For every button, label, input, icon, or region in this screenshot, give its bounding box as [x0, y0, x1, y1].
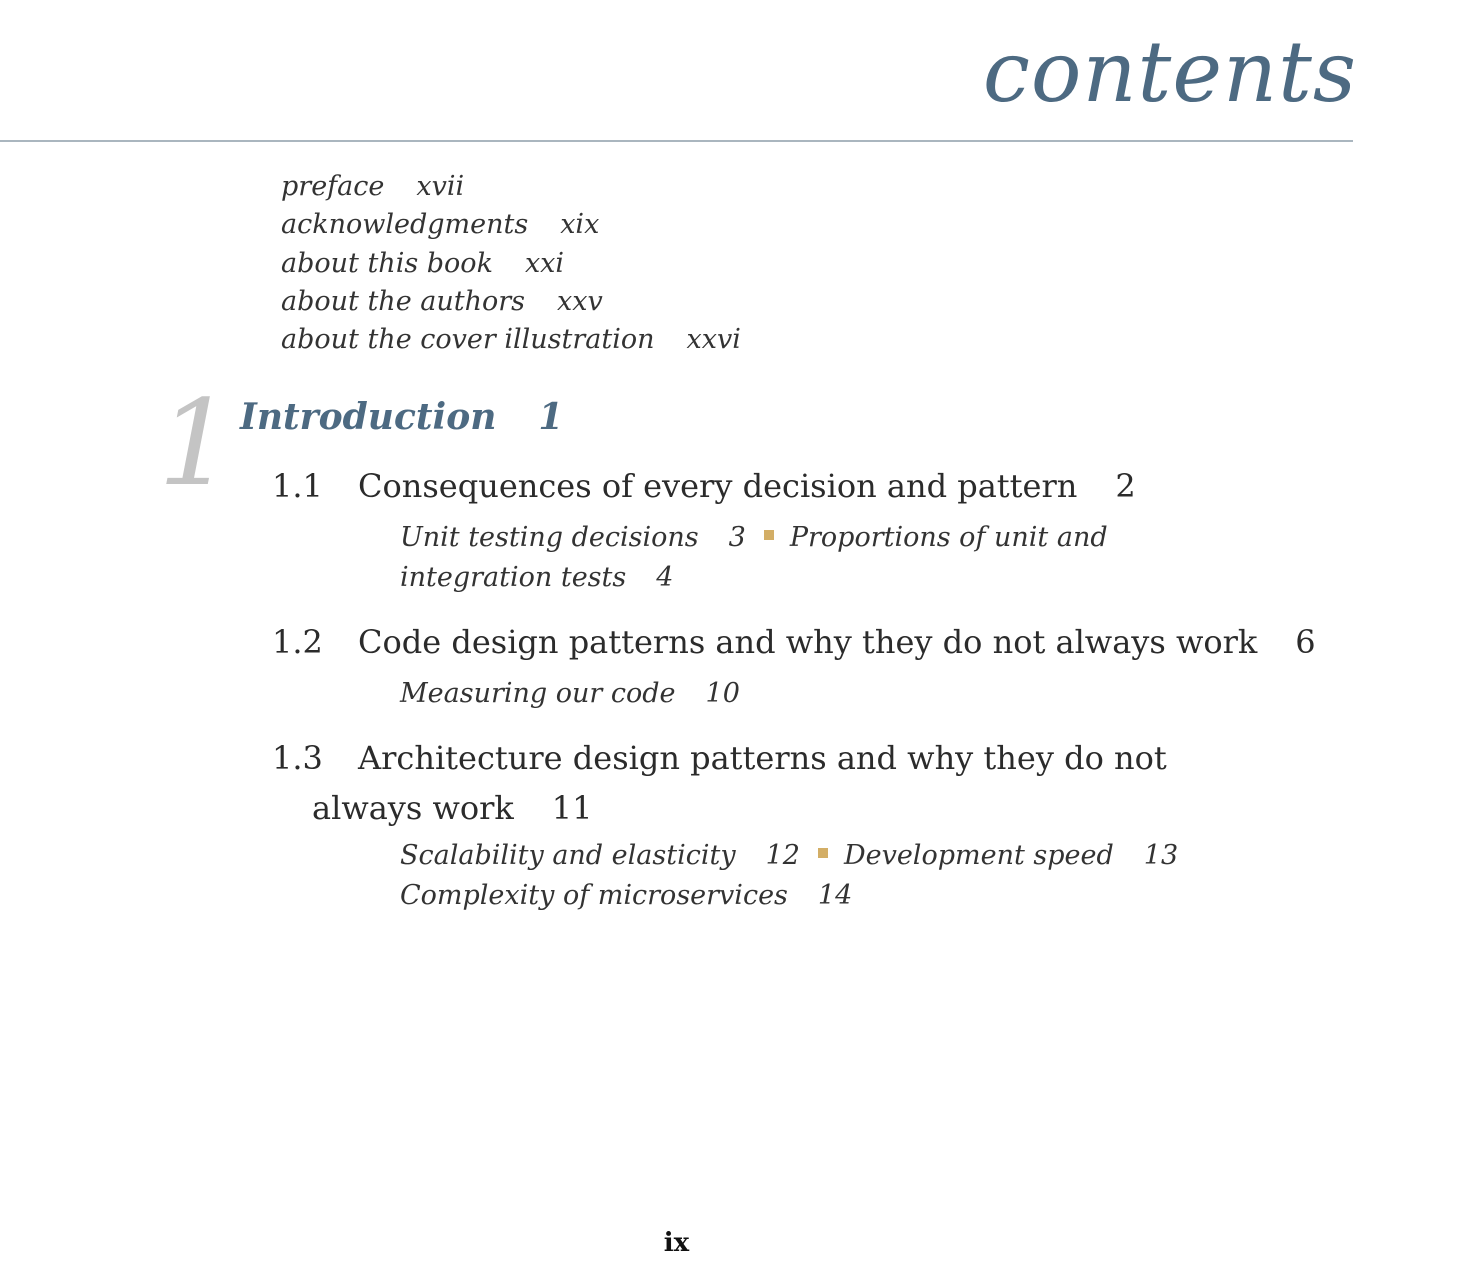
subsection-line [400, 674, 740, 714]
section-title-line: always work [312, 789, 514, 827]
subsection-line [400, 836, 1178, 876]
section-title-line: Code design patterns and why they do not always work [358, 623, 1258, 661]
front-matter-title: about the authors [281, 285, 526, 317]
subsection-title[interactable]: Development speed [843, 840, 1114, 871]
page-folio: ix [663, 1228, 690, 1258]
front-matter-list [281, 168, 741, 359]
page-title: contents [982, 23, 1357, 121]
square-bullet-icon [818, 848, 828, 858]
chapter-page: 1 [538, 396, 564, 438]
section-page: 6 [1295, 623, 1316, 661]
chapter-title: Introduction [240, 396, 497, 438]
front-matter-item-about-the-authors[interactable] [281, 283, 741, 321]
section-number: 1.3 [272, 739, 323, 777]
front-matter-page: xxv [557, 285, 603, 317]
section-page: 2 [1115, 467, 1136, 505]
section-number: 1.1 [272, 467, 323, 505]
subsection-page: 14 [817, 880, 853, 911]
section-title [358, 467, 1136, 505]
front-matter-item-about-this-book[interactable] [281, 245, 741, 283]
front-matter-page: xxvi [686, 324, 741, 356]
subsection-page: 13 [1143, 840, 1179, 871]
subsection-page: 3 [728, 522, 746, 553]
subsection-page: 12 [765, 840, 800, 871]
section-title [272, 739, 1167, 833]
subsection-title[interactable]: Measuring our code [400, 678, 676, 709]
section-title-line: Consequences of every decision and pattern [358, 467, 1078, 505]
front-matter-item-preface[interactable] [281, 168, 741, 206]
section-1-3-subsections [400, 836, 1178, 916]
subsection-page: 10 [705, 678, 740, 709]
front-matter-page: xxi [524, 247, 565, 279]
section-1-3[interactable] [272, 733, 1167, 833]
header-rule [0, 140, 1353, 142]
subsection-title[interactable]: Complexity of microservices [400, 880, 788, 911]
subsection-line [400, 876, 1178, 916]
section-title-continuation [312, 783, 1167, 833]
section-title-line: Architecture design patterns and why they do not [358, 739, 1167, 777]
subsection-title[interactable]: Unit testing decisions [400, 522, 699, 553]
subsection-line [400, 558, 1108, 598]
section-1-2-subsections [400, 674, 740, 714]
chapter-title-link[interactable] [240, 396, 563, 439]
section-1-1[interactable] [272, 461, 1136, 511]
front-matter-item-acknowledgments[interactable] [281, 206, 741, 244]
section-1-2[interactable] [272, 617, 1316, 667]
section-number: 1.2 [272, 623, 323, 661]
subsection-page: 4 [656, 562, 674, 593]
section-page: 11 [551, 789, 593, 827]
front-matter-page: xvii [416, 171, 465, 202]
section-title [358, 623, 1316, 661]
subsection-title[interactable]: Scalability and elasticity [400, 840, 736, 871]
front-matter-title: about the cover illustration [281, 324, 655, 356]
square-bullet-icon [764, 530, 774, 540]
subsection-title[interactable]: Proportions of unit and [789, 522, 1108, 553]
chapter-number: 1 [158, 374, 234, 512]
subsection-line [400, 518, 1108, 558]
front-matter-page: xix [560, 209, 600, 241]
front-matter-title: about this book [281, 247, 493, 279]
section-1-1-subsections [400, 518, 1108, 598]
front-matter-title: acknowledgments [281, 209, 529, 241]
front-matter-title: preface [281, 171, 385, 202]
subsection-title[interactable]: integration tests [400, 562, 627, 593]
front-matter-item-about-the-cover-illustration[interactable] [281, 321, 741, 359]
